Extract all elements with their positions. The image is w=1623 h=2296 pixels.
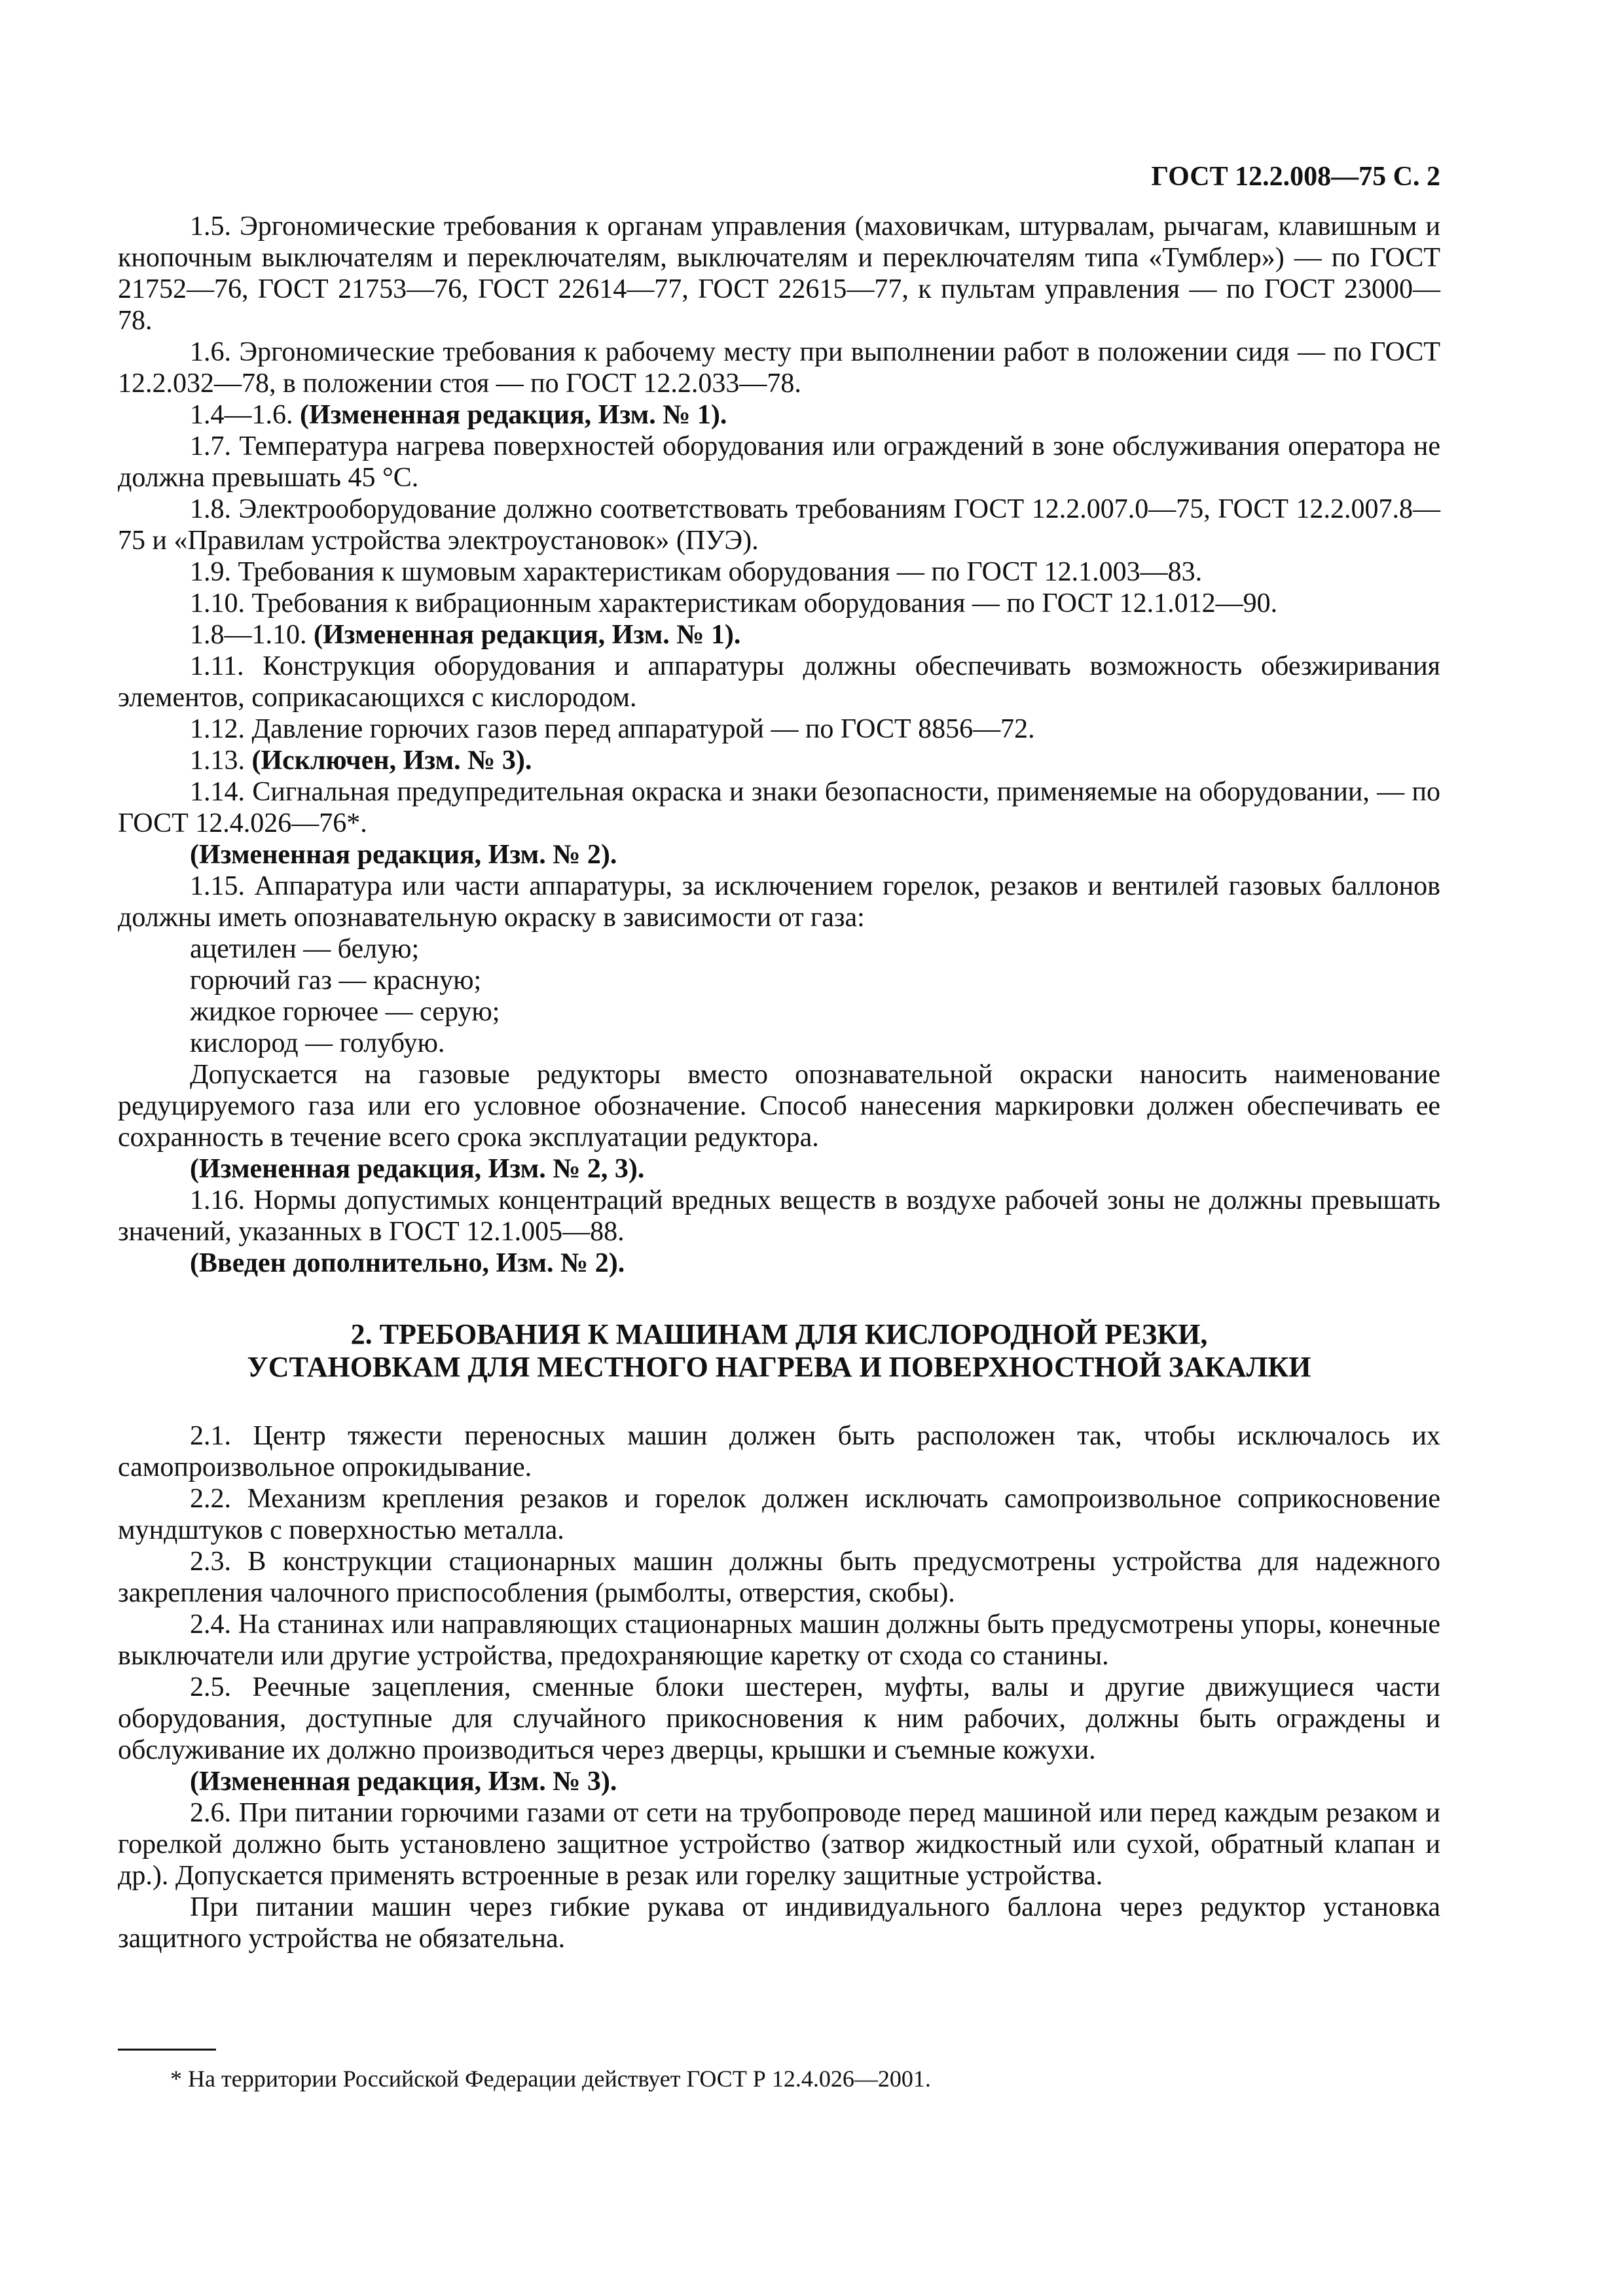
clause-number: 1.8—1.10. [190, 620, 307, 650]
section-2-heading-line-2: УСТАНОВКАМ ДЛЯ МЕСТНОГО НАГРЕВА И ПОВЕРХНОСТНОЙ ЗАКАЛКИ [247, 1351, 1311, 1383]
paragraph: 1.9. Требования к шумовым характеристикам оборудования — по ГОСТ 12.1.003—83. [190, 557, 1203, 587]
document-body [118, 211, 1440, 1954]
paragraph [118, 839, 1440, 870]
running-header: ГОСТ 12.2.008—75 С. 2 [1151, 162, 1440, 192]
paragraph: 1.5. Эргономические требования к органам управления (маховичкам, штурвалам, рычагам, клавишным и кнопочным выключателям и переключателям, выключателям и переключателям типа «Тумблер») — по ГОСТ 21752—76, ГОСТ 21753—76, ГОСТ 22614—77, ГОСТ 22615—77, к пультам управления — по ГОСТ 23000—78. [118, 211, 1440, 336]
paragraph: 2.2. Механизм крепления резаков и горелок должен исключать самопроизвольное соприкосновение мундштуков с поверхностью металла. [118, 1484, 1440, 1545]
list-item: горючий газ — красную; [190, 965, 482, 996]
amendment-note: (Измененная редакция, Изм. № 2). [190, 840, 617, 870]
paragraph: 2.6. При питании горючими газами от сети на трубопроводе перед машиной или перед каждым резаком и горелкой должно быть установлено защитное устройство (затвор жидкостный или сухой, обратный клапан и др.). Допускается применять встроенные в резак или горелку защитные устройства. [118, 1798, 1440, 1891]
paragraph [118, 1153, 1440, 1185]
section-2-content [118, 1420, 1440, 1954]
paragraph: 1.8. Электрооборудование должно соответствовать требованиям ГОСТ 12.2.007.0—75, ГОСТ 12.2.007.8—75 и «Правилам устройства электроустановок» (ПУЭ). [118, 494, 1440, 556]
amendment-note: (Исключен, Изм. № 3). [251, 745, 532, 776]
document-page [118, 0, 1440, 2296]
paragraph [118, 399, 1440, 431]
paragraph: 1.14. Сигнальная предупредительная окраска и знаки безопасности, применяемые на оборудовании, — по ГОСТ 12.4.026—76*. [118, 777, 1440, 838]
clause-number: 1.4—1.6. [190, 400, 293, 430]
footnote-divider [118, 2049, 216, 2051]
amendment-note: (Измененная редакция, Изм. № 2, 3). [190, 1154, 645, 1184]
list-item: кислород — голубую. [190, 1028, 445, 1058]
section-2-heading-line-1: 2. ТРЕБОВАНИЯ К МАШИНАМ ДЛЯ КИСЛОРОДНОЙ РЕЗКИ, [350, 1318, 1208, 1350]
section-2-heading [118, 1318, 1440, 1384]
paragraph [118, 1247, 1440, 1279]
paragraph: Допускается на газовые редукторы вместо опознавательной окраски наносить наименование редуцируемого газа или его условное обозначение. Способ нанесения маркировки должен обеспечивать ее сохранность в течение всего срока эксплуатации редуктора. [118, 1060, 1440, 1153]
paragraph: 2.4. На станинах или направляющих стационарных машин должны быть предусмотрены упоры, конечные выключатели или другие устройства, предохраняющие каретку от схода со станины. [118, 1609, 1440, 1671]
paragraph [118, 745, 1440, 776]
list-item: ацетилен — белую; [190, 934, 420, 964]
paragraph: 1.12. Давление горючих газов перед аппаратурой — по ГОСТ 8856—72. [190, 714, 1035, 744]
paragraph: 1.11. Конструкция оборудования и аппаратуры должны обеспечивать возможность обезжиривания элементов, соприкасающихся с кислородом. [118, 651, 1440, 713]
list-item: жидкое горючее — серую; [190, 997, 500, 1027]
clause-number: 1.13. [190, 745, 245, 776]
paragraph: 1.10. Требования к вибрационным характеристикам оборудования — по ГОСТ 12.1.012—90. [190, 588, 1278, 619]
section-1-content [118, 211, 1440, 1279]
amendment-note: (Измененная редакция, Изм. № 3). [190, 1767, 617, 1797]
paragraph: 1.7. Температура нагрева поверхностей оборудования или ограждений в зоне обслуживания оператора не должна превышать 45 °С. [118, 431, 1440, 493]
paragraph [118, 1766, 1440, 1797]
paragraph: 2.1. Центр тяжести переносных машин должен быть расположен так, чтобы исключалось их самопроизвольное опрокидывание. [118, 1421, 1440, 1482]
amendment-note: (Введен дополнительно, Изм. № 2). [190, 1248, 625, 1278]
paragraph: 1.16. Нормы допустимых концентраций вредных веществ в воздухе рабочей зоны не должны превышать значений, указанных в ГОСТ 12.1.005—88. [118, 1185, 1440, 1247]
paragraph: 1.6. Эргономические требования к рабочему месту при выполнении работ в положении сидя — по ГОСТ 12.2.032—78, в положении стоя — по ГОСТ 12.2.033—78. [118, 337, 1440, 399]
paragraph: При питании машин через гибкие рукава от индивидуального баллона через редуктор установка защитного устройства не обязательна. [118, 1892, 1440, 1954]
amendment-note: (Измененная редакция, Изм. № 1). [300, 400, 727, 430]
paragraph: 2.5. Реечные зацепления, сменные блоки шестерен, муфты, валы и другие движущиеся части оборудования, доступные для случайного прикосновения к ним рабочих, должны быть ограждены и обслуживание их должно производиться через дверцы, крышки и съемные кожухи. [118, 1672, 1440, 1765]
paragraph: 1.15. Аппаратура или части аппаратуры, за исключением горелок, резаков и вентилей газовых баллонов должны иметь опознавательную окраску в зависимости от газа: [118, 871, 1440, 933]
paragraph [118, 619, 1440, 651]
footnote: * На территории Российской Федерации действует ГОСТ Р 12.4.026—2001. [170, 2066, 931, 2092]
amendment-note: (Измененная редакция, Изм. № 1). [314, 620, 741, 650]
paragraph: 2.3. В конструкции стационарных машин должны быть предусмотрены устройства для надежного закрепления чалочного приспособления (рымболты, отверстия, скобы). [118, 1547, 1440, 1608]
